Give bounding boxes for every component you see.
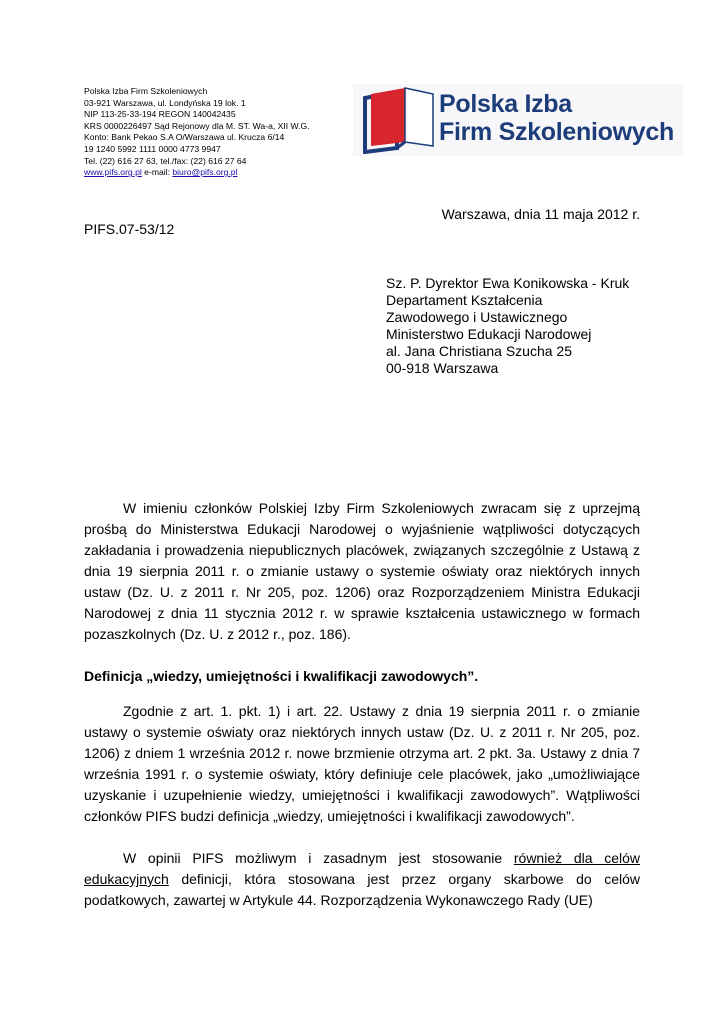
logo-line-1: Polska Izba: [439, 90, 572, 118]
opinion-text-end: definicji, która stosowana jest przez organy skarbowe do celów podatkowych, zawartej w Artykule 44. Rozporządzenia Wykonawczego Rady (UE): [84, 871, 640, 908]
recipient-line-2: Departament Kształcenia: [386, 292, 543, 308]
letter-body: [84, 498, 640, 932]
recipient-line-6: 00-918 Warszawa: [386, 360, 499, 376]
org-name: Polska Izba Firm Szkoleniowych: [84, 86, 208, 96]
org-address: 03-921 Warszawa, ul. Londyńska 19 lok. 1: [84, 97, 246, 108]
recipient-block: [386, 275, 629, 377]
paragraph-opinion: [84, 848, 640, 911]
recipient-line-1: Sz. P. Dyrektor Ewa Konikowska - Kruk: [386, 275, 630, 291]
org-krs: KRS 0000226497 Sąd Rejonowy dla M. ST. Wa-a, XII W.G.: [84, 120, 310, 131]
org-account: 19 1240 5992 1111 0000 4773 9947: [84, 143, 221, 154]
pifs-logo: [353, 84, 683, 156]
paragraph-intro: W imieniu członków Polskiej Izby Firm Szkoleniowych zwracam się z uprzejmą prośbą do Ministerstwa Edukacji Narodowej o wyjaśnienie wątpliwości dotyczących zakładania i prowadzenia niepublicznych placówek, związanych szczególnie z Ustawą z dnia 19 sierpnia 2011 r. o zmianie ustawy o systemie oświaty oraz niektórych innych ustaw (Dz. U. z 2011 r. Nr 205, poz. 1206) oraz Rozporządzeniem Ministra Edukacji Narodowej z dnia 11 stycznia 2012 r. w sprawie kształcenia ustawicznego w formach pozaszkolnych (Dz. U. z 2012 r., poz. 186).: [84, 500, 640, 642]
place-and-date: Warszawa, dnia 11 maja 2012 r.: [441, 206, 640, 222]
opinion-text-start: W opinii PIFS możliwym i zasadnym jest stosowanie: [123, 850, 514, 866]
org-contact-line: [84, 167, 354, 179]
opinion-underlined-text: również dla celów edukacyjnych: [84, 850, 641, 887]
email-label: e-mail:: [141, 167, 173, 178]
website-link[interactable]: www.pifs.org.pl: [84, 167, 142, 178]
org-phone: Tel. (22) 616 27 63, tel./fax: (22) 616 27 64: [84, 155, 247, 166]
org-bank: Konto: Bank Pekao S.A O/Warszawa ul. Krucza 6/14: [84, 132, 285, 143]
org-nip-regon: NIP 113-25-33-194 REGON 140042435: [84, 109, 236, 120]
recipient-line-3: Zawodowego i Ustawicznego: [386, 309, 568, 325]
paragraph-definition: Zgodnie z art. 1. pkt. 1) i art. 22. Ustawy z dnia 19 sierpnia 2011 r. o zmianie ustawy o systemie oświaty oraz niektórych innych ustaw (Dz. U. z 2011 r. Nr 205, poz. 1206) z dniem 1 września 2012 r. nowe brzmienie otrzyma art. 2 pkt. 3a. Ustawy z dnia 7 września 1991 r. o systemie oświaty, który definiuje cele placówek, jako „umożliwiające uzyskanie i uzupełnienie wiedzy, umiejętności i kwalifikacji zawodowych”. Wątpliwości członków PIFS budzi definicja „wiedzy, umiejętności i kwalifikacji zawodowych”.: [84, 703, 640, 824]
recipient-line-4: Ministerstwo Edukacji Narodowej: [386, 326, 592, 342]
logo-wordmark: [439, 90, 674, 146]
section-heading: Definicja „wiedzy, umiejętności i kwalifikacji zawodowych”.: [84, 668, 479, 684]
sender-address-block: [84, 86, 354, 179]
recipient-line-5: al. Jana Christiana Szucha 25: [386, 343, 572, 359]
logo-line-2: Firm Szkoleniowych: [439, 118, 674, 146]
book-icon: [361, 86, 437, 154]
reference-number: PIFS.07-53/12: [84, 221, 175, 237]
email-link[interactable]: biuro@pifs.org.pl: [172, 167, 238, 178]
